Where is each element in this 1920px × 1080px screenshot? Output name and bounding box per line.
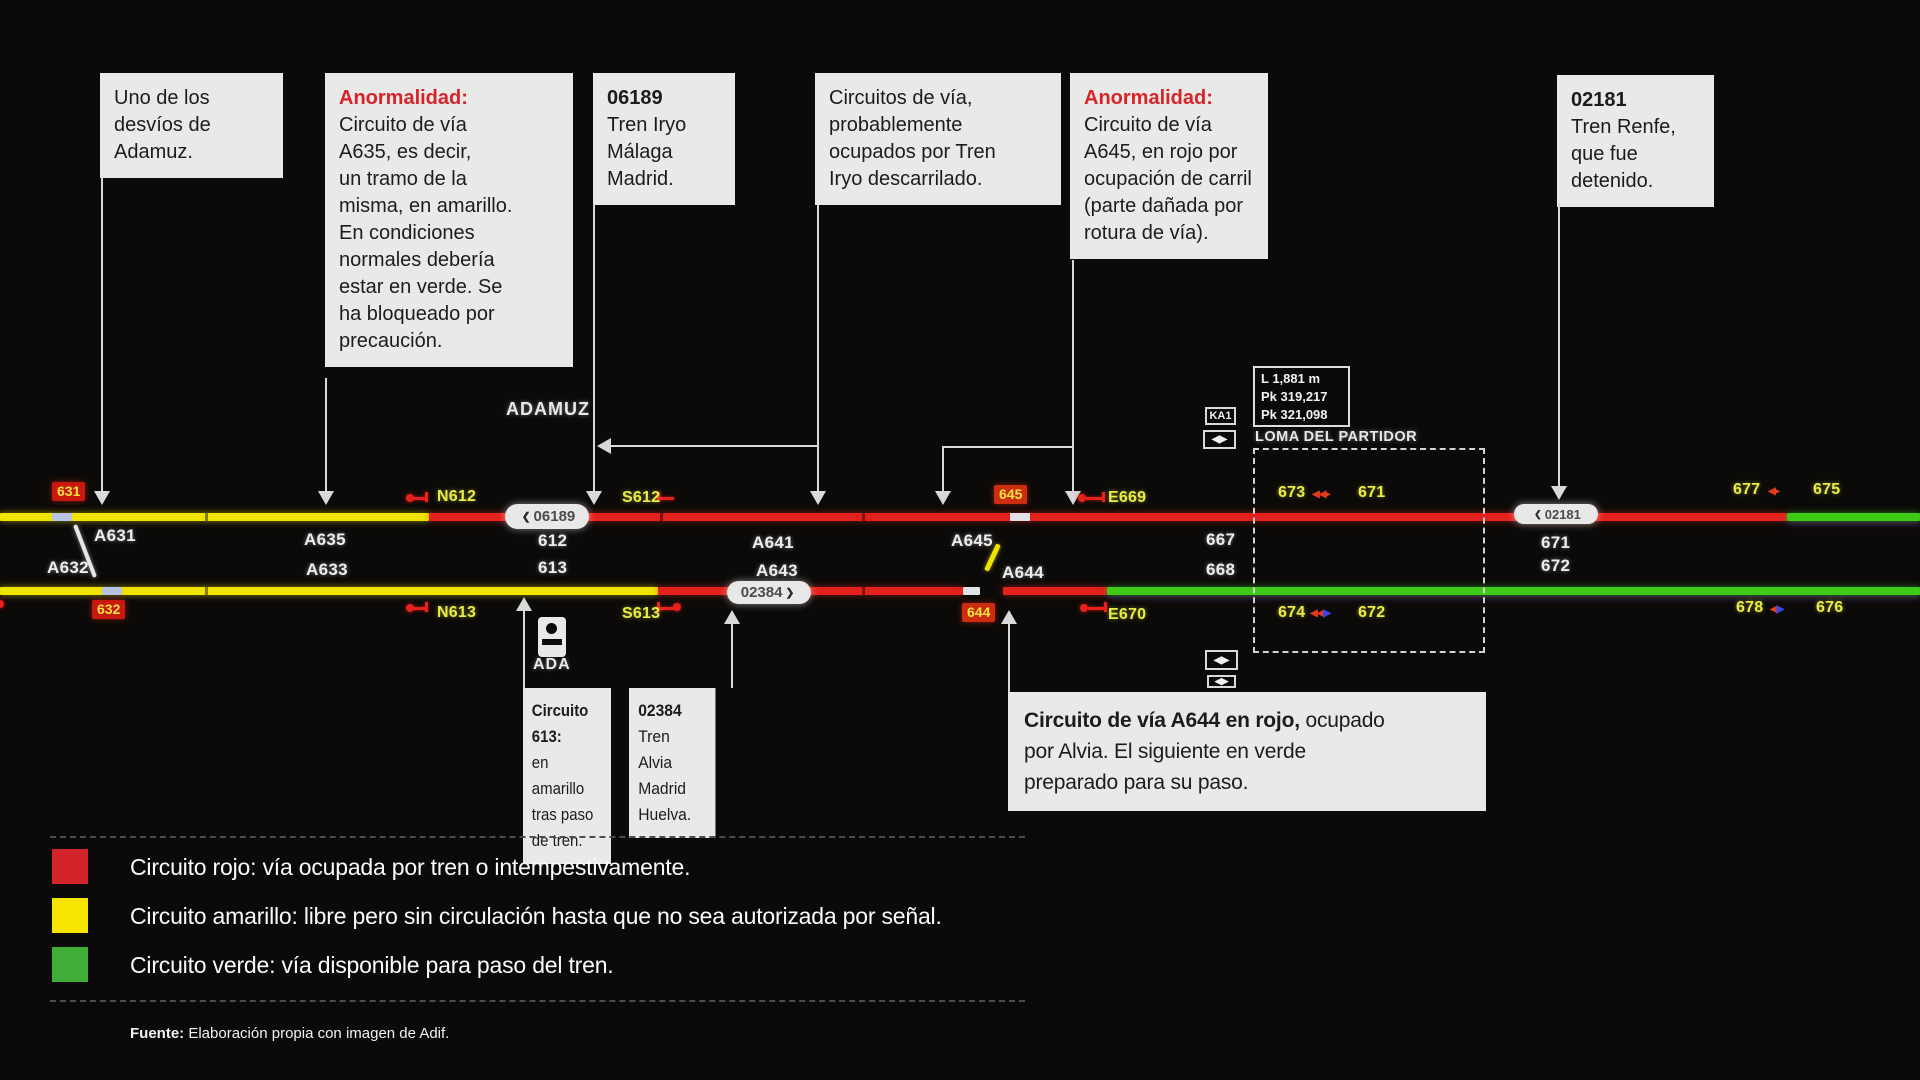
- signal-icon: [1086, 497, 1102, 500]
- callout-train-02181: [1557, 75, 1714, 207]
- legend-text-green: Circuito verde: vía disponible para paso del tren.: [130, 952, 614, 978]
- train-number: 02384: [638, 701, 682, 720]
- connector-line: [1008, 624, 1010, 692]
- track-label: 613: [538, 558, 568, 577]
- callout-line: ocupados por Tren: [829, 141, 996, 163]
- direction-arrows-icon: ◀▶: [1770, 604, 1784, 615]
- place-name: LOMA DEL PARTIDOR: [1255, 429, 1418, 445]
- train-pill-label: 02384: [740, 584, 783, 601]
- track-label: A641: [752, 533, 794, 552]
- arrow-left-icon: [597, 438, 611, 454]
- callout-line: Madrid.: [607, 168, 674, 190]
- circuit-boundary: [862, 513, 865, 521]
- connector-line: [593, 203, 595, 491]
- arrow-down-icon: [94, 491, 110, 505]
- divider: [50, 1000, 1025, 1002]
- arrow-down-icon: [586, 491, 602, 505]
- signal-icon: [0, 600, 4, 608]
- train-pill-02384: [727, 581, 811, 604]
- callout-line: un tramo de la: [339, 168, 467, 190]
- signal-label: 675: [1813, 481, 1841, 498]
- aux-code-box: KA1: [1205, 407, 1236, 425]
- signal-label: S613: [622, 605, 661, 622]
- source-label: Fuente:: [130, 1025, 185, 1042]
- connector-line: [611, 445, 819, 447]
- track-joint: [52, 513, 72, 521]
- connector-line: [523, 611, 525, 688]
- track-label: 612: [538, 531, 568, 550]
- arrow-down-icon: [935, 491, 951, 505]
- arrow-up-icon: [1001, 610, 1017, 624]
- source-credit: [130, 1025, 449, 1042]
- circuit-boundary: [205, 513, 208, 521]
- track-label: A632: [47, 558, 89, 577]
- direction-box-icon: ◀▶: [1203, 430, 1236, 449]
- legend-swatch-red: [52, 849, 88, 884]
- signal-number-box: 632: [92, 600, 125, 619]
- track-label: A631: [94, 526, 136, 545]
- callout-line: Madrid: [638, 779, 687, 798]
- circuit-boundary: [862, 587, 865, 595]
- anomaly-heading: Anormalidad:: [339, 87, 468, 109]
- track-circuit-red: [1003, 587, 1107, 595]
- circuit-boundary: [205, 587, 208, 595]
- train-pill-label: 02181: [1544, 506, 1581, 522]
- signal-number-box: 645: [994, 485, 1027, 504]
- signal-icon: [425, 492, 428, 502]
- callout-train-02384: [629, 688, 715, 838]
- callout-line: misma, en amarillo.: [339, 195, 513, 217]
- chevron-right-icon: [785, 587, 794, 599]
- signal-label: N613: [437, 604, 477, 621]
- callout-line: desvíos de: [114, 114, 211, 136]
- signal-icon: [1088, 607, 1104, 610]
- callout-line: Tren Renfe,: [1571, 116, 1676, 138]
- legend-text-red: Circuito rojo: vía ocupada por tren o intempestivamente.: [130, 854, 691, 880]
- ada-logo-head: [546, 623, 557, 634]
- circuit-heading: Circuito de vía A644 en rojo,: [1024, 709, 1300, 732]
- signal-icon: [1102, 492, 1105, 502]
- track-label: A633: [306, 560, 348, 579]
- signal-label: S612: [622, 489, 661, 506]
- track-label: 672: [1541, 556, 1571, 575]
- direction-box-icon: ◀▶: [1205, 650, 1238, 670]
- train-number: 02181: [1571, 89, 1627, 111]
- circuit-heading: Circuito 613:: [531, 701, 589, 746]
- callout-line: tras paso: [531, 805, 594, 824]
- signal-icon: [1104, 602, 1107, 612]
- connector-line: [1558, 203, 1560, 486]
- callout-anomaly-a635: [325, 73, 573, 367]
- callout-line: [1024, 705, 1470, 736]
- signal-label: 671: [1358, 484, 1386, 501]
- callout-line: normales debería: [339, 249, 495, 271]
- callout-line: En condiciones: [339, 222, 475, 244]
- direction-arrows-icon: ◀◀▶: [1310, 608, 1331, 619]
- connector-line: [325, 378, 327, 491]
- track-circuit-yellow: [0, 587, 658, 595]
- info-line: L 1,881 m: [1261, 371, 1321, 386]
- train-pill-label: 06189: [533, 508, 576, 525]
- track-circuit-green: [1107, 587, 1920, 595]
- callout-line: Tren Alvia: [638, 727, 673, 772]
- legend-swatch-yellow: [52, 898, 88, 933]
- signal-icon: [660, 497, 674, 500]
- track-joint: [963, 587, 980, 595]
- callout-line: de tren.: [531, 831, 583, 850]
- direction-arrows-icon: ◀▸: [1768, 486, 1779, 497]
- callout-line: estar en verde. Se: [339, 276, 503, 298]
- arrow-down-icon: [810, 491, 826, 505]
- chevron-left-icon: [522, 511, 531, 523]
- signal-icon: [413, 607, 425, 610]
- callout-adamuz-switch: [100, 73, 283, 178]
- track-joint: [102, 587, 122, 595]
- ada-station-code: ADA: [533, 656, 571, 673]
- signal-label: 672: [1358, 604, 1386, 621]
- signal-number-box: 644: [962, 603, 995, 622]
- train-number: 06189: [607, 87, 663, 109]
- callout-line: Huelva.: [638, 805, 692, 824]
- signal-icon: [1080, 604, 1088, 612]
- train-pill-06189: [505, 504, 589, 529]
- signal-label: E669: [1108, 489, 1147, 506]
- station-name: ADAMUZ: [506, 399, 590, 419]
- callout-text: ocupado: [1299, 709, 1385, 732]
- signal-label: 678: [1736, 599, 1764, 616]
- ada-logo-bar: [542, 639, 562, 645]
- callout-line: ocupación de carril: [1084, 168, 1252, 190]
- direction-box-icon: ◀▶: [1207, 675, 1236, 688]
- signal-label: 676: [1816, 599, 1844, 616]
- track-label: A643: [756, 561, 798, 580]
- arrow-down-icon: [318, 491, 334, 505]
- callout-line: en amarillo: [531, 753, 585, 798]
- callout-line: que fue: [1571, 143, 1638, 165]
- connector-line: [817, 205, 819, 491]
- callout-line: A635, es decir,: [339, 141, 472, 163]
- anomaly-heading: Anormalidad:: [1084, 87, 1213, 109]
- track-circuit-green: [1787, 513, 1920, 521]
- callout-line: Adamuz.: [114, 141, 193, 163]
- callout-occupied-circuits: [815, 73, 1061, 205]
- divider: [50, 836, 1025, 838]
- track-label: 667: [1206, 530, 1236, 549]
- signal-icon: [660, 607, 674, 610]
- connector-line: [942, 446, 1074, 448]
- signal-icon: [425, 602, 428, 612]
- arrow-up-icon: [724, 610, 740, 624]
- signal-icon: [413, 497, 425, 500]
- callout-line: ha bloqueado por: [339, 303, 495, 325]
- callout-train-06189: [593, 73, 735, 205]
- track-joint: [1010, 513, 1030, 521]
- callout-line: probablemente: [829, 114, 963, 136]
- callout-line: Circuito de vía: [1084, 114, 1212, 136]
- info-line: Pk 321,098: [1261, 407, 1328, 422]
- callout-line: Uno de los: [114, 87, 210, 109]
- train-pill-02181: [1514, 504, 1598, 524]
- callout-line: (parte dañada por: [1084, 195, 1244, 217]
- signal-icon: [673, 603, 681, 611]
- signal-label: 674: [1278, 604, 1306, 621]
- callout-line: Circuitos de vía,: [829, 87, 973, 109]
- track-label: 668: [1206, 560, 1236, 579]
- signal-icon: [1078, 494, 1086, 502]
- arrow-down-icon: [1551, 486, 1567, 500]
- callout-line: Tren Iryo: [607, 114, 687, 136]
- callout-line: por Alvia. El siguiente en verde: [1024, 740, 1306, 763]
- arrow-up-icon: [516, 597, 532, 611]
- callout-anomaly-a645: [1070, 73, 1268, 259]
- signal-label: 677: [1733, 481, 1761, 498]
- direction-arrows-icon: ◀◀▸: [1312, 489, 1330, 500]
- track-label: A635: [304, 530, 346, 549]
- connector-line: [101, 175, 103, 491]
- circuit-boundary: [660, 513, 663, 521]
- signal-label: 673: [1278, 484, 1306, 501]
- callout-line: precaución.: [339, 330, 443, 352]
- callout-line: A645, en rojo por: [1084, 141, 1238, 163]
- track-label: A644: [1002, 563, 1044, 582]
- loop-boundary-dashed-box: [1253, 448, 1485, 653]
- connector-line: [942, 446, 944, 491]
- signal-label: E670: [1108, 606, 1147, 623]
- callout-circuit-a644: [1008, 692, 1486, 811]
- chevron-left-icon: [1534, 509, 1542, 520]
- signal-number-box: 631: [52, 482, 85, 501]
- connector-line: [1072, 260, 1074, 491]
- track-label: 671: [1541, 533, 1571, 552]
- callout-line: Iryo descarrilado.: [829, 168, 983, 190]
- connector-line: [731, 624, 733, 688]
- callout-line: Circuito de vía: [339, 114, 467, 136]
- distance-info-box: [1253, 366, 1350, 427]
- legend-swatch-green: [52, 947, 88, 982]
- signal-label: N612: [437, 488, 477, 505]
- callout-line: detenido.: [1571, 170, 1654, 192]
- source-text: Elaboración propia con imagen de Adif.: [184, 1025, 450, 1042]
- callout-line: Málaga: [607, 141, 673, 163]
- callout-line: preparado para su paso.: [1024, 771, 1249, 794]
- legend-text-yellow: Circuito amarillo: libre pero sin circulación hasta que no sea autorizada por señal.: [130, 903, 942, 929]
- callout-line: rotura de vía).: [1084, 222, 1209, 244]
- info-line: Pk 319,217: [1261, 389, 1328, 404]
- track-label: A645: [951, 531, 993, 550]
